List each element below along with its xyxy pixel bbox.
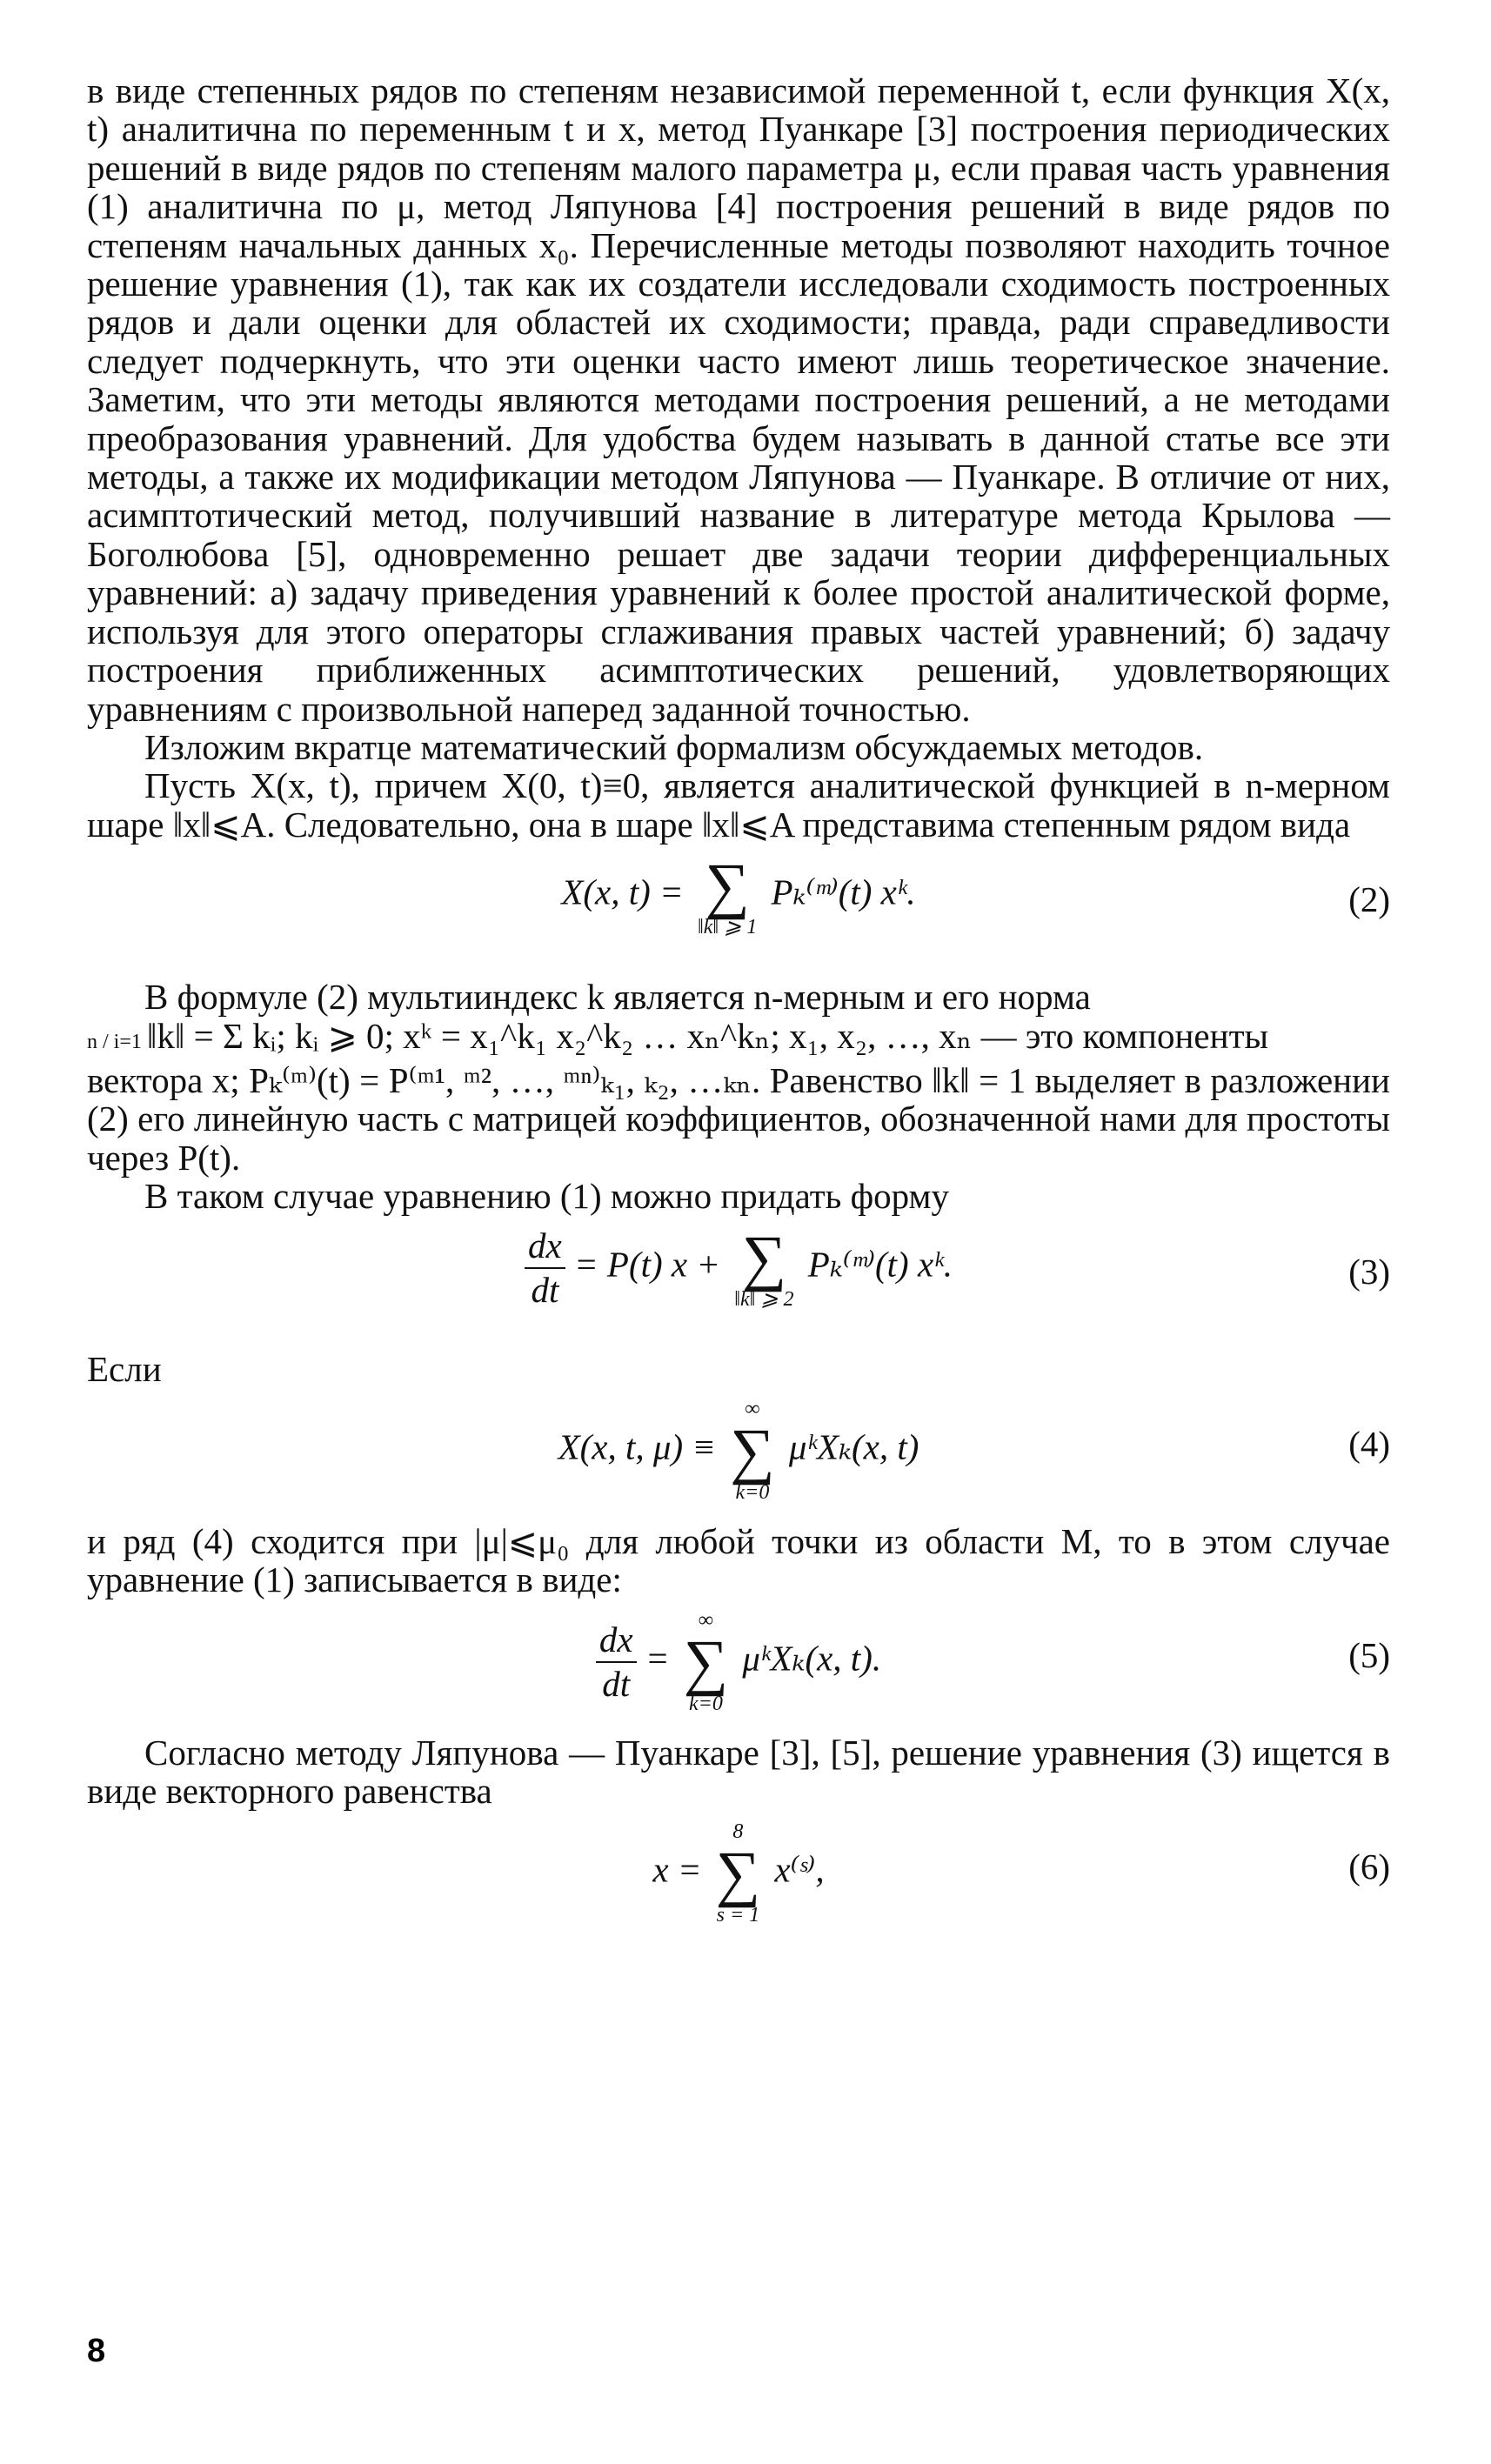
equation-4 [87,1399,1390,1512]
paragraph-multiindex-c: вектора x; Pₖ⁽ᵐ⁾(t) = P⁽ᵐ¹, ᵐ², …, ᵐⁿ⁾ₖ₁, ₖ₂, …ₖₙ. Равенство ‖k‖ = 1 выделяет в разложении (2) его линейную часть с матрицей коэффициентов, обозначенной нами для простоты через P(t). [87,1059,1390,1178]
paragraph-analytic-function: Пусть X(x, t), причем X(0, t)≡0, является аналитической функцией в n-мерном шаре ‖x‖⩽A. Следовательно, она в шаре ‖x‖⩽A представима степенным рядом вида [87,765,1390,845]
eq5-middle: = [645,1638,670,1679]
eq4-sum-top: ∞ [745,1397,760,1420]
eq2-sum: ∑ ‖k‖ ⩾ 1 [697,851,758,939]
eq5-sum: ∞ ∑ k=0 [683,1608,729,1715]
eq5-rhs: μᵏXₖ(x, t). [742,1638,882,1679]
paragraph-lyapunov-solution: Согласно методу Ляпунова — Пуанкаре [3], [5], решение уравнения (3) ищется в виде векторного равенства [87,1732,1390,1812]
paragraph-multiindex-b: n / i=1 ‖k‖ = Σ kᵢ; kᵢ ⩾ 0; xᵏ = x₁^k₁ x₂^k₂ … xₙ^kₙ; x₁, x₂, …, xₙ — это компоненты [87,1015,1269,1056]
eq3-sum: ∑ ‖k‖ ⩾ 2 [734,1222,794,1311]
eq6-sum-limit: s = 1 [716,1903,760,1926]
eq6-number: (6) [1348,1846,1390,1886]
paragraph-formalism: Изложим вкратце математический формализм обсуждаемых методов. [144,726,1204,767]
eq3-fraction: $\frac{dx}{dt}$ [525,1228,565,1308]
eq6-sum-top: 8 [732,1820,744,1843]
eq2-number: (2) [1348,879,1390,920]
document-page [87,71,1390,1945]
page-number: 8 [87,2333,106,2369]
paragraph-series-converges: и ряд (4) сходится при |μ|⩽μ₀ для любой точки из области M, то в этом случае уравнение (1) записывается в виде: [87,1520,1390,1600]
eq4-number: (4) [1348,1423,1390,1464]
eq4-sum: ∞ ∑ k=0 [730,1397,775,1504]
eq5-fraction: $\frac{dx}{dt}$ [596,1622,637,1702]
paragraph-form: В таком случае уравнению (1) можно придать форму [144,1176,949,1217]
eq5-sum-top: ∞ [698,1608,713,1632]
eq3-sum-limit: ‖k‖ ⩾ 2 [734,1287,794,1311]
eq4-sum-limit: k=0 [735,1480,770,1504]
paragraph-multiindex-a: В формуле (2) мультииндекс k является n-мерным и его норма [144,977,1091,1018]
eq4-lhs: X(x, t, μ) ≡ [558,1426,717,1467]
eq2-sum-limit: ‖k‖ ⩾ 1 [697,916,758,939]
eq5-number: (5) [1348,1634,1390,1675]
equation-5 [87,1610,1390,1723]
equation-2 [87,851,1390,967]
eq6-lhs: x = [652,1849,702,1889]
eq6-rhs: x⁽ˢ⁾, [774,1849,825,1889]
paragraph-methods: в виде степенных рядов по степеням независимой переменной t, если функция X(x, t) аналитична по переменным t и x, метод Пуанкаре [3] построения периодических решений в виде рядов по степеням малого параметра μ, если правая часть уравнения (1) аналитична по μ, метод Ляпунова [4] построения решений в виде рядов по степеням начальных данных x₀. Перечисленные методы позволяют находить точное решение уравнения (1), так как их создатели исследовали сходимость построенных рядов и дали оценки для областей их сходимости; правда, ради справедливости следует подчеркнуть, что эти оценки часто имеют лишь теоретическое значение. Заметим, что эти методы являются методами построения решений, а не методами преобразования уравнений. Для удобства будем называть в данной статье все эти методы, а также их модификации методом Ляпунова — Пуанкаре. В отличие от них, асимптотический метод, получивший название в литературе метода Крылова — Боголюбова [5], одновременно решает две задачи теории дифференциальных уравнений: а) задачу приведения уравнений к более простой аналитической форме, используя для этого операторы сглаживания правых частей уравнений; б) задачу построения приближенных асимптотических решений, удовлетворяющих уравнениям с произвольной наперед заданной точностью. [87,70,1390,729]
equation-3 [87,1222,1390,1339]
eq3-rhs: Pₖ⁽ᵐ⁾(t) xᵏ. [807,1243,953,1284]
eq5-sum-limit: k=0 [689,1692,723,1715]
equation-6 [87,1821,1390,1934]
eq2-lhs: X(x, t) = [561,871,684,912]
eq3-number: (3) [1348,1251,1390,1292]
paragraph-if: Если [87,1348,162,1389]
eq6-sum: 8 ∑ s = 1 [715,1820,761,1926]
eq4-rhs: μᵏXₖ(x, t) [788,1426,919,1467]
eq3-middle: = P(t) x + [574,1243,721,1284]
eq2-rhs: Pₖ⁽ᵐ⁾(t) xᵏ. [771,871,916,912]
sum-index-limits: n / i=1 [87,1030,142,1053]
